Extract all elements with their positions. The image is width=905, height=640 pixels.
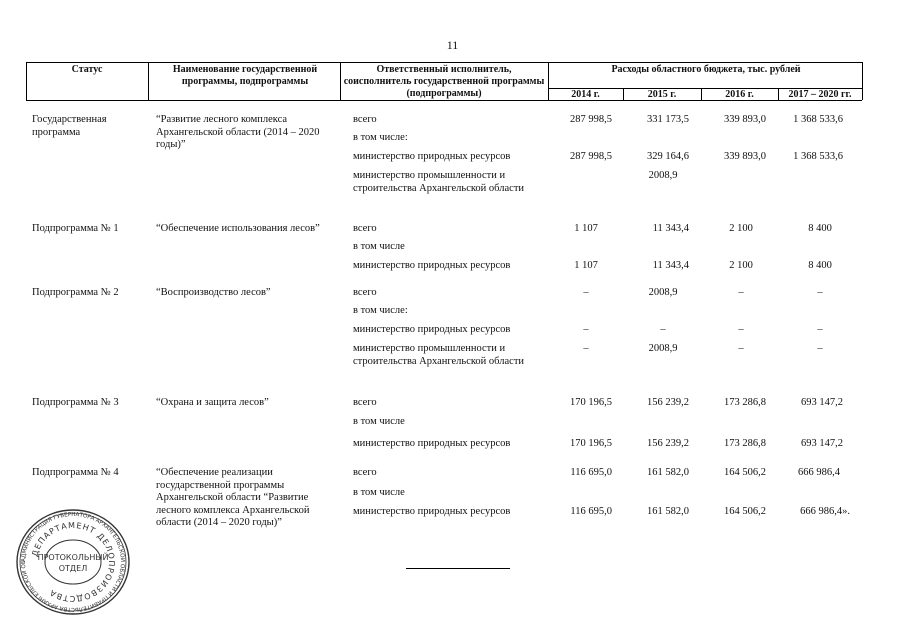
status-cell: Подпрограмма № 3 <box>32 397 119 408</box>
value-cell: 331 173,5 <box>647 114 689 125</box>
value-cell: 116 695,0 <box>570 467 612 478</box>
header-year: 2017 – 2020 гг. <box>788 89 852 100</box>
value-cell: 2 100 <box>729 223 753 234</box>
value-cell: – <box>660 324 666 335</box>
program-name-cell: “Обеспечение использования лесов” <box>156 223 320 234</box>
value-cell: – <box>738 324 744 335</box>
value-cell: 2008,9 <box>648 343 678 354</box>
value-cell: 339 893,0 <box>724 114 766 125</box>
status-cell: Подпрограмма № 1 <box>32 223 119 234</box>
value-cell: 11 343,4 <box>652 260 689 271</box>
program-name-cell: “Воспроизводство лесов” <box>156 287 271 298</box>
value-cell: – <box>738 343 744 354</box>
executor-cell: министерство природных ресурсов <box>353 438 511 449</box>
value-cell: 11 343,4 <box>652 223 689 234</box>
value-cell: – <box>738 287 744 298</box>
value-cell: 287 998,5 <box>570 114 612 125</box>
value-cell: 161 582,0 <box>647 506 689 517</box>
executor-cell: министерство промышленности и строительства Архангельской области <box>353 170 525 194</box>
value-cell: 116 695,0 <box>570 506 612 517</box>
header-year: 2016 г. <box>725 89 754 100</box>
header-year: 2015 г. <box>647 89 677 100</box>
header-top-rule <box>26 62 862 63</box>
program-name-cell: “Развитие лесного комплекса Архангельской области (2014 – 2020 годы)” <box>156 114 320 150</box>
executor-cell: министерство природных ресурсов <box>353 151 511 162</box>
value-cell: 8 400 <box>808 223 832 234</box>
header-status: Статус <box>71 64 103 75</box>
value-cell: 2008,9 <box>648 287 678 298</box>
executor-cell: в том числе <box>353 241 405 252</box>
stamp-center-text: ПРОТОКОЛЬНЫЙ <box>37 553 109 562</box>
value-cell: – <box>583 287 589 298</box>
value-cell: – <box>583 343 589 354</box>
value-cell: 173 286,8 <box>724 438 766 449</box>
header-year: 2014 г. <box>571 89 600 100</box>
program-name-cell: “Охрана и защита лесов” <box>156 397 269 408</box>
executor-cell: всего <box>353 467 377 478</box>
value-cell: 161 582,0 <box>647 467 689 478</box>
header-divider <box>340 62 341 100</box>
stamp-ring-text: ДЕПАРТАМЕНТ ДЕЛОПРОИЗВОДСТВА <box>30 520 117 604</box>
value-cell: – <box>817 287 823 298</box>
value-cell: 2 100 <box>729 260 753 271</box>
header-program-name: Наименование государственной программы, подпрограммы <box>172 64 318 87</box>
value-cell: 339 893,0 <box>724 151 766 162</box>
value-cell: 693 147,2 <box>801 438 843 449</box>
value-cell: 666 986,4 <box>798 467 840 478</box>
stamp-center-text: ОТДЕЛ <box>58 564 88 573</box>
executor-cell: всего <box>353 397 377 408</box>
executor-cell: министерство природных ресурсов <box>353 260 511 271</box>
status-cell: Подпрограмма № 4 <box>32 467 119 478</box>
value-cell: 329 164,6 <box>647 151 689 162</box>
value-cell: 8 400 <box>808 260 832 271</box>
closing-rule <box>406 568 510 569</box>
value-cell: 170 196,5 <box>570 397 612 408</box>
value-cell: 1 107 <box>574 260 598 271</box>
header-executor: Ответственный исполнитель, соисполнитель государственной программы (подпрограммы) <box>343 64 545 99</box>
executor-cell: всего <box>353 287 377 298</box>
value-cell: – <box>817 343 823 354</box>
header-divider <box>862 62 863 100</box>
stamp-ring-text: АДМИНИСТРАЦИЯ ГУБЕРНАТОРА АРХАНГЕЛЬСКОЙ ОБЛАСТИ И ПРАВИТЕЛЬСТВА АРХАНГЕЛЬСКОЙ ОБ <box>20 511 126 613</box>
executor-cell: в том числе <box>353 487 405 498</box>
executor-cell: в том числе: <box>353 132 408 143</box>
value-cell: 666 986,4». <box>800 506 850 517</box>
executor-cell: министерство природных ресурсов <box>353 324 511 335</box>
value-cell: 1 107 <box>574 223 598 234</box>
value-cell: 2008,9 <box>648 170 678 181</box>
executor-cell: в том числе: <box>353 305 408 316</box>
executor-cell: в том числе <box>353 416 405 427</box>
status-cell: Государственная программа <box>32 114 107 138</box>
value-cell: 164 506,2 <box>724 506 766 517</box>
value-cell: 156 239,2 <box>647 397 689 408</box>
executor-cell: министерство промышленности и строительства Архангельской области <box>353 343 525 367</box>
header-divider <box>148 62 149 100</box>
value-cell: 164 506,2 <box>724 467 766 478</box>
value-cell: 1 368 533,6 <box>793 114 843 125</box>
executor-cell: всего <box>353 114 377 125</box>
status-cell: Подпрограмма № 2 <box>32 287 119 298</box>
header-expenses: Расходы областного бюджета, тыс. рублей <box>611 64 801 75</box>
value-cell: 1 368 533,6 <box>793 151 843 162</box>
seal-stamp <box>8 508 138 616</box>
executor-cell: министерство природных ресурсов <box>353 506 511 517</box>
value-cell: – <box>817 324 823 335</box>
value-cell: 156 239,2 <box>647 438 689 449</box>
value-cell: – <box>583 324 589 335</box>
value-cell: 693 147,2 <box>801 397 843 408</box>
executor-cell: всего <box>353 223 377 234</box>
value-cell: 170 196,5 <box>570 438 612 449</box>
page-number: 11 <box>446 38 459 52</box>
value-cell: 287 998,5 <box>570 151 612 162</box>
program-name-cell: “Обеспечение реализации государственной программы Архангельской области “Развитие лесного комплекса Архангельской области (2014 – 2020 годы)” <box>156 467 310 528</box>
value-cell: 173 286,8 <box>724 397 766 408</box>
